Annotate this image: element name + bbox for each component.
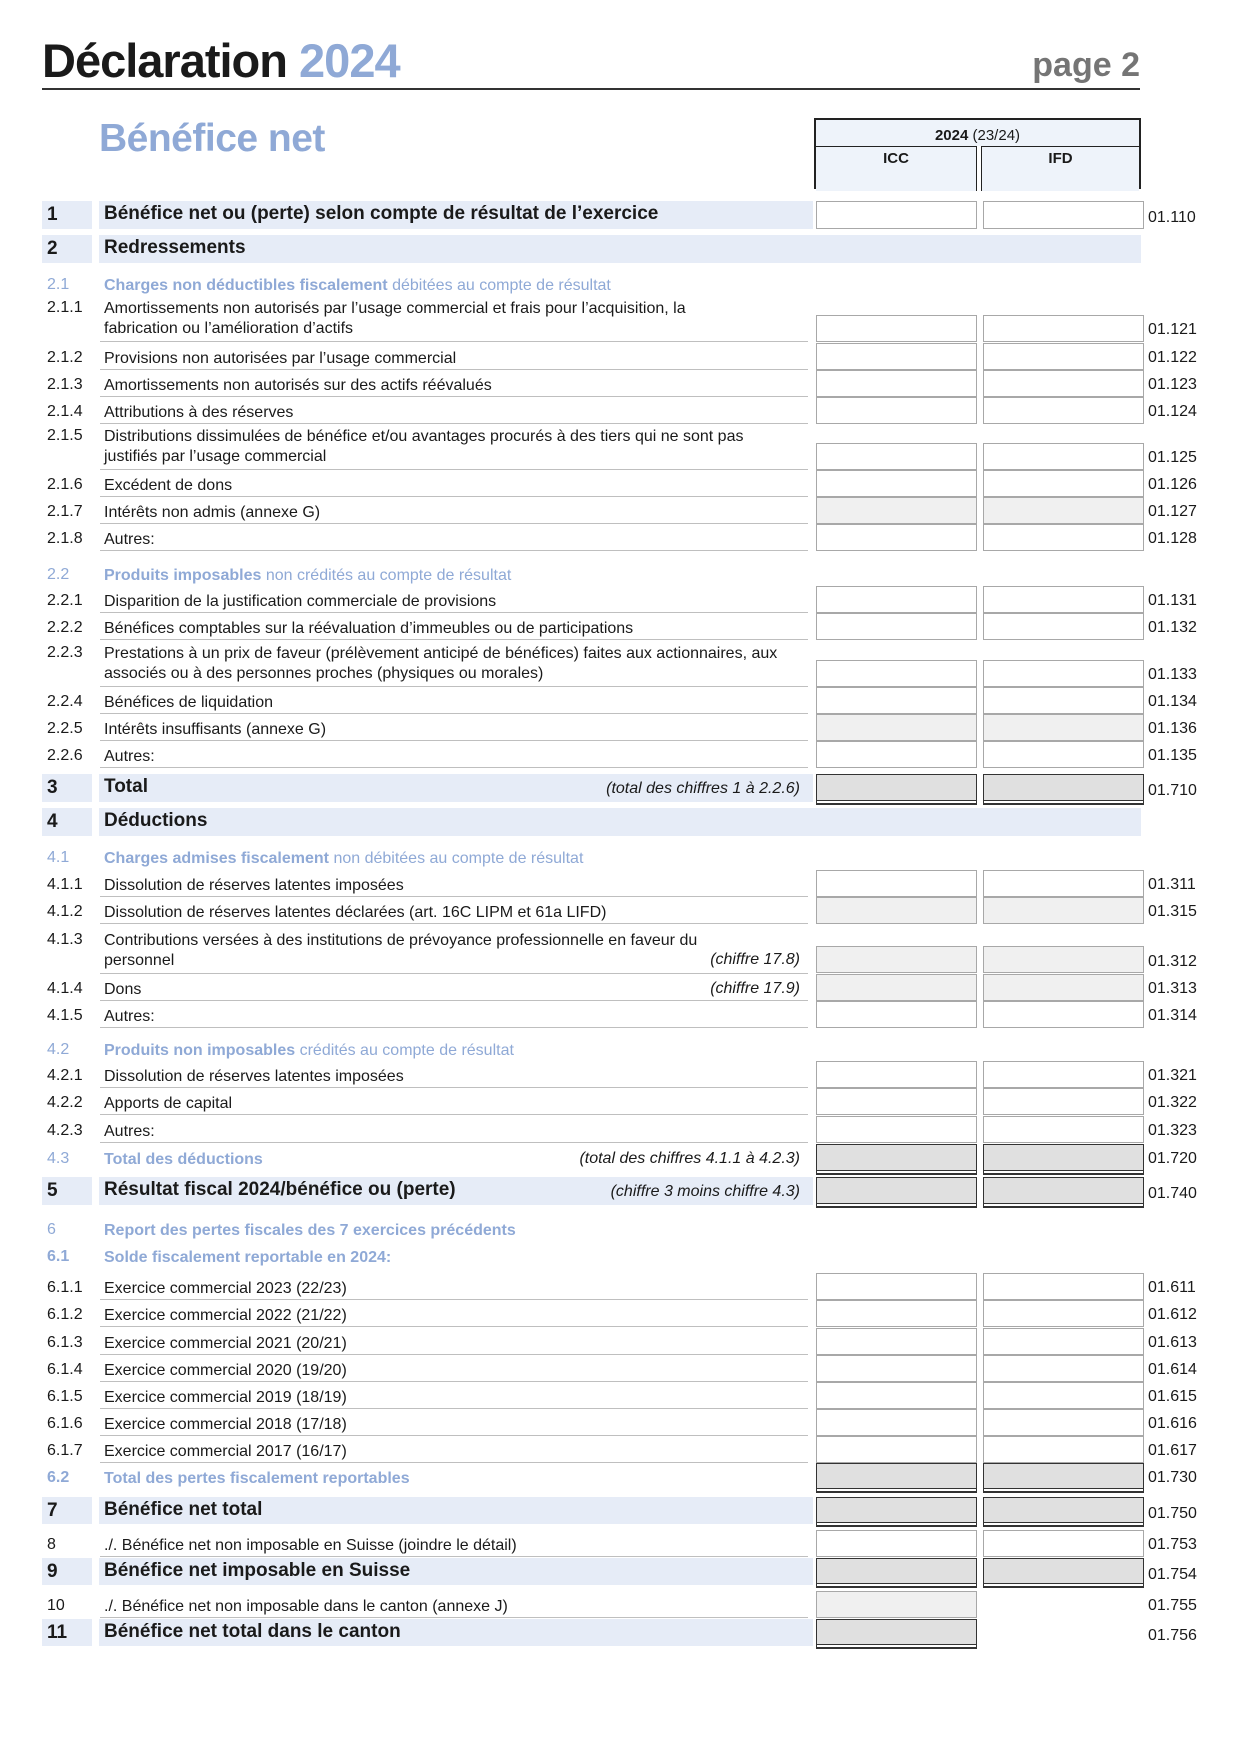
row-label: Distributions dissimulées de bénéfice et/ou avantages procurés à des tiers qui ne sont pas justifiés par l’usage commercial [104,428,744,465]
row-code: 01.740 [1148,1185,1197,1202]
row-label: Autres: [104,748,155,765]
row-code: 01.121 [1148,321,1197,338]
field-01110-ifd[interactable] [983,201,1144,229]
field-01131-icc[interactable] [816,586,977,613]
row-number: 4 [47,811,58,832]
row-code: 01.321 [1148,1067,1197,1084]
field-01314-ifd[interactable] [983,1001,1144,1028]
row-label-bold: Charges admises fiscalement [104,850,329,867]
row-number: 6.1.7 [47,1442,83,1459]
row-code: 01.710 [1148,782,1197,799]
field-01321-icc[interactable] [816,1061,977,1088]
section-title: Bénéfice net [99,117,325,160]
row-number: 4.2 [47,1041,70,1058]
row-label: Solde fiscalement reportable en 2024: [104,1249,392,1266]
row-code: 01.750 [1148,1505,1197,1522]
row-number: 2.2.1 [47,592,83,609]
row-label: Total des pertes fiscalement reportables [104,1470,410,1487]
row-label: Dissolution de réserves latentes imposées [104,1068,404,1085]
field-01312-icc [816,946,977,973]
row-number: 4.1.3 [47,931,83,948]
row-rule [100,1408,808,1409]
row-code: 01.611 [1148,1279,1196,1296]
row-label: Amortissements non autorisés par l’usage commercial et frais pour l’acquisition, la fabrication ou l’amélioration d’actifs [104,300,686,337]
row-label: Bénéfices comptables sur la réévaluation d’immeubles ou de participations [104,620,634,637]
field-01322-icc[interactable] [816,1088,977,1115]
row-number: 4.3 [47,1150,70,1167]
row-code: 01.720 [1148,1150,1197,1167]
row-number: 4.1.4 [47,980,83,997]
row-label: Dissolution de réserves latentes déclarées (art. 16C LIPM et 61a LIFD) [104,904,607,921]
field-01322-ifd[interactable] [983,1088,1144,1115]
field-01126-icc[interactable] [816,470,977,497]
row-code: 01.123 [1148,376,1197,393]
row-rule [100,396,808,397]
row-label-rest: débitées au compte de résultat [387,277,611,294]
row-code: 01.128 [1148,530,1197,547]
row-code: 01.756 [1148,1627,1197,1644]
row-label: Exercice commercial 2018 (17/18) [104,1416,347,1433]
field-01750-icc [816,1497,977,1523]
row-label: Contributions versées à des institutions de prévoyance professionnelle en faveur du personnel [104,932,698,969]
column-header [814,118,1141,189]
row-label-rest: non crédités au compte de résultat [261,567,512,584]
row-7 [0,1497,1240,1524]
row-number: 6.1.4 [47,1361,83,1378]
field-01135-ifd[interactable] [983,741,1144,768]
row-rule [100,469,808,470]
row-label: Bénéfice net total dans le canton [104,1621,401,1642]
column-year [816,127,1139,144]
row-label: Déductions [104,810,208,831]
row-5 [0,1177,1240,1205]
field-01315-ifd [983,897,1144,924]
field-01311-icc[interactable] [816,870,977,897]
field-01756-icc [816,1619,977,1645]
row-rule [100,1027,808,1028]
field-01136-ifd [983,714,1144,741]
field-01616-ifd[interactable] [983,1409,1144,1436]
row-label: Exercice commercial 2022 (21/22) [104,1307,347,1324]
row-label: Excédent de dons [104,477,233,494]
row-number: 9 [47,1561,58,1582]
field-01720-icc [816,1144,977,1171]
row-number: 2.1 [47,276,70,293]
row-label: Bénéfice net total [104,1499,263,1520]
row-note: (chiffre 17.8) [710,951,800,968]
field-01615-ifd[interactable] [983,1382,1144,1409]
field-01613-ifd[interactable] [983,1328,1144,1355]
field-01614-ifd[interactable] [983,1355,1144,1382]
field-01132-ifd[interactable] [983,613,1144,640]
header-rule [42,88,1140,90]
row-number: 4.1.5 [47,1007,83,1024]
row-label: Apports de capital [104,1095,233,1112]
row-rule [100,1617,808,1618]
field-01323-ifd[interactable] [983,1116,1144,1143]
row-rule [100,1114,808,1115]
field-01122-icc[interactable] [816,343,977,370]
row-code: 01.125 [1148,449,1197,466]
row-label: Dissolution de réserves latentes imposées [104,877,404,894]
row-code: 01.131 [1148,592,1197,609]
row-number: 2.1.2 [47,349,83,366]
row-code: 01.135 [1148,747,1197,764]
row-number: 6.1.5 [47,1388,83,1405]
column-year-paren: (23/24) [972,127,1021,144]
row-label-bold: Produits imposables [104,567,262,584]
row-label: ./. Bénéfice net non imposable dans le canton (annexe J) [104,1598,508,1615]
row-label: Report des pertes fiscales des 7 exercices précédents [104,1222,516,1239]
row-note: (total des chiffres 1 à 2.2.6) [606,780,800,797]
field-01122-ifd[interactable] [983,343,1144,370]
row-code: 01.323 [1148,1122,1197,1139]
page-number: page 2 [1032,46,1140,84]
row-number: 2.1.6 [47,476,83,493]
row-rule [100,923,808,924]
row-label: Exercice commercial 2023 (22/23) [104,1280,347,1297]
row-code: 01.132 [1148,619,1197,636]
field-01614-icc[interactable] [816,1355,977,1382]
row-rule [100,1000,808,1001]
row-rule [100,496,808,497]
field-01312-ifd [983,946,1144,973]
row-code: 01.312 [1148,953,1197,970]
row-3 [0,774,1240,802]
row-rule [100,550,808,551]
row-label: Intérêts insuffisants (annexe G) [104,721,327,738]
row-label: Dons [104,981,142,998]
row-label: Autres: [104,1008,155,1025]
row-label: Attributions à des réserves [104,404,294,421]
row-rule [100,896,808,897]
row-number: 4.2.3 [47,1122,83,1139]
field-01720-ifd [983,1144,1144,1171]
row-rule [100,369,808,370]
row-code: 01.753 [1148,1536,1197,1553]
row-label: Disparition de la justification commerciale de provisions [104,593,497,610]
row-number: 8 [47,1536,56,1553]
row-number: 1 [47,204,58,225]
row-label: Amortissements non autorisés sur des actifs réévalués [104,377,492,394]
field-01754-ifd [983,1558,1144,1584]
field-01321-ifd[interactable] [983,1061,1144,1088]
row-label-rest: non débitées au compte de résultat [329,850,584,867]
row-code: 01.615 [1148,1388,1197,1405]
row-number: 4.1 [47,849,70,866]
row-2 [0,235,1240,263]
field-01313-icc [816,974,977,1001]
row-rule [100,612,808,613]
field-01740-icc [816,1177,977,1204]
row-number: 6.1.3 [47,1334,83,1351]
row-label: Provisions non autorisées par l’usage commercial [104,350,457,367]
field-01753-icc[interactable] [816,1530,977,1557]
title-text: Déclaration [42,34,287,87]
row-number: 2.1.3 [47,376,83,393]
row-number: 6 [47,1221,56,1238]
row-label: Bénéfices de liquidation [104,694,274,711]
row-rule [100,1435,808,1436]
field-01134-ifd[interactable] [983,687,1144,714]
row-code: 01.322 [1148,1094,1197,1111]
row-code: 01.314 [1148,1007,1197,1024]
row-note: (chiffre 17.9) [710,980,800,997]
row-number: 6.1.6 [47,1415,83,1432]
row-code: 01.755 [1148,1597,1197,1614]
row-number: 2.2.4 [47,693,83,710]
row-number: 2.2.6 [47,747,83,764]
row-rule [100,686,808,687]
row-note: (chiffre 3 moins chiffre 4.3) [610,1183,800,1200]
column-year-bold: 2024 [934,127,969,144]
row-number: 2.2.2 [47,619,83,636]
row-label: Exercice commercial 2017 (16/17) [104,1443,347,1460]
row-code: 01.136 [1148,720,1197,737]
field-01135-icc[interactable] [816,741,977,768]
row-label: Bénéfice net ou (perte) selon compte de résultat de l’exercice [104,203,659,224]
field-01315-icc [816,897,977,924]
row-code: 01.311 [1148,876,1196,893]
row-rule [100,1087,808,1088]
field-01123-ifd[interactable] [983,370,1144,397]
field-01616-icc[interactable] [816,1409,977,1436]
field-01617-icc[interactable] [816,1436,977,1463]
field-01127-ifd [983,497,1144,524]
row-label: Exercice commercial 2019 (18/19) [104,1389,347,1406]
row-rule [100,523,808,524]
row-code: 01.133 [1148,666,1197,683]
field-01133-ifd[interactable] [983,660,1144,687]
field-01311-ifd[interactable] [983,870,1144,897]
row-label [104,1041,804,1061]
row-number: 2.1.1 [47,299,83,316]
row-label-rest: crédités au compte de résultat [295,1042,514,1059]
row-label: Exercice commercial 2020 (19/20) [104,1362,347,1379]
row-rule [100,1462,808,1463]
field-01750-ifd [983,1497,1144,1523]
row-1 [0,201,1240,229]
row-number: 4.2.1 [47,1067,83,1084]
row-label: ./. Bénéfice net non imposable en Suisse (joindre le détail) [104,1537,517,1554]
row-number: 2.1.8 [47,530,83,547]
field-01313-ifd [983,974,1144,1001]
row-number: 2.2.5 [47,720,83,737]
row-number: 5 [47,1180,58,1201]
row-11 [0,1619,1240,1646]
row-rule [100,1142,808,1143]
row-code: 01.134 [1148,693,1197,710]
field-01126-ifd[interactable] [983,470,1144,497]
row-code: 01.315 [1148,903,1197,920]
field-01740-ifd [983,1177,1144,1204]
row-number: 2.2.3 [47,644,83,661]
row-number: 7 [47,1500,58,1521]
field-01612-ifd[interactable] [983,1300,1144,1327]
field-01123-icc[interactable] [816,370,977,397]
field-01124-ifd[interactable] [983,397,1144,424]
row-rule [100,639,808,640]
field-01615-icc[interactable] [816,1382,977,1409]
row-label-bold: Produits non imposables [104,1042,296,1059]
row-label: Autres: [104,1123,155,1140]
row-rule [100,341,808,342]
row-rule [100,1326,808,1327]
row-code: 01.126 [1148,476,1197,493]
field-01133-icc[interactable] [816,660,977,687]
field-01131-ifd[interactable] [983,586,1144,613]
row-4 [0,808,1240,836]
field-01121-ifd[interactable] [983,315,1144,342]
row-label: Total [104,776,148,797]
row-number: 6.2 [47,1469,70,1486]
field-01754-icc [816,1558,977,1584]
field-01125-ifd[interactable] [983,443,1144,470]
field-01755-icc [816,1591,977,1618]
field-01125-icc[interactable] [816,443,977,470]
row-label: Bénéfice net imposable en Suisse [104,1560,411,1581]
row-code: 01.614 [1148,1361,1197,1378]
row-label [104,566,804,586]
row-code: 01.616 [1148,1415,1197,1432]
row-9 [0,1558,1240,1585]
row-number: 4.2.2 [47,1094,83,1111]
row-label [104,276,804,296]
field-01730-ifd [983,1463,1144,1489]
row-code: 01.754 [1148,1566,1197,1583]
field-01121-icc[interactable] [816,315,977,342]
column-icc: ICC [816,146,977,191]
row-label: Exercice commercial 2021 (20/21) [104,1335,347,1352]
row-rule [100,423,808,424]
row-number: 10 [47,1597,65,1614]
row-number: 4.1.1 [47,876,83,893]
row-number: 4.1.2 [47,903,83,920]
document-title [42,33,400,88]
column-ifd: IFD [981,146,1139,191]
field-01136-icc [816,714,977,741]
field-01612-icc[interactable] [816,1300,977,1327]
row-code: 01.110 [1148,209,1196,226]
field-01323-icc[interactable] [816,1116,977,1143]
row-code: 01.613 [1148,1334,1197,1351]
row-code: 01.730 [1148,1469,1197,1486]
row-label-bold: Charges non déductibles fiscalement [104,277,388,294]
row-number: 6.1.1 [47,1279,83,1296]
row-number: 11 [47,1622,68,1643]
row-label: Résultat fiscal 2024/bénéfice ou (perte) [104,1179,456,1200]
row-rule [100,713,808,714]
row-label: Intérêts non admis (annexe G) [104,504,321,521]
field-01132-icc[interactable] [816,613,977,640]
row-label: Total des déductions [104,1151,263,1168]
row-code: 01.124 [1148,403,1197,420]
field-01710-ifd [983,774,1144,801]
row-code: 01.122 [1148,349,1197,366]
row-number: 3 [47,777,58,798]
row-rule [100,1381,808,1382]
title-year: 2024 [299,34,400,87]
row-rule [100,1354,808,1355]
row-rule [100,767,808,768]
row-number: 6.1 [47,1248,70,1265]
row-number: 2 [47,238,58,259]
row-label: Prestations à un prix de faveur (prélèvement anticipé de bénéfices) faites aux actionnaires, aux associés ou à des personnes proches (physiques ou morales) [104,645,778,682]
row-rule [100,1556,808,1557]
row-number: 2.1.7 [47,503,83,520]
field-01710-icc [816,774,977,801]
field-01110-icc[interactable] [816,201,977,229]
row-number: 2.2 [47,566,70,583]
row-code: 01.617 [1148,1442,1197,1459]
field-01611-icc[interactable] [816,1273,977,1300]
row-code: 01.313 [1148,980,1197,997]
row-rule [100,740,808,741]
field-01617-ifd[interactable] [983,1436,1144,1463]
field-01611-ifd[interactable] [983,1273,1144,1300]
field-01314-icc[interactable] [816,1001,977,1028]
field-01730-icc [816,1463,977,1489]
row-code: 01.612 [1148,1306,1197,1323]
field-01128-ifd[interactable] [983,524,1144,551]
row-number: 6.1.2 [47,1306,83,1323]
row-label: Autres: [104,531,155,548]
row-rule [100,973,808,974]
field-01134-icc[interactable] [816,687,977,714]
row-label: Redressements [104,237,246,258]
row-code: 01.127 [1148,503,1197,520]
field-01613-icc[interactable] [816,1328,977,1355]
field-01128-icc[interactable] [816,524,977,551]
field-01753-ifd[interactable] [983,1530,1144,1557]
field-01127-icc [816,497,977,524]
field-01124-icc[interactable] [816,397,977,424]
row-number: 2.1.5 [47,427,83,444]
row-rule [100,1299,808,1300]
row-note: (total des chiffres 4.1.1 à 4.2.3) [579,1150,800,1167]
row-label [104,849,804,869]
row-number: 2.1.4 [47,403,83,420]
